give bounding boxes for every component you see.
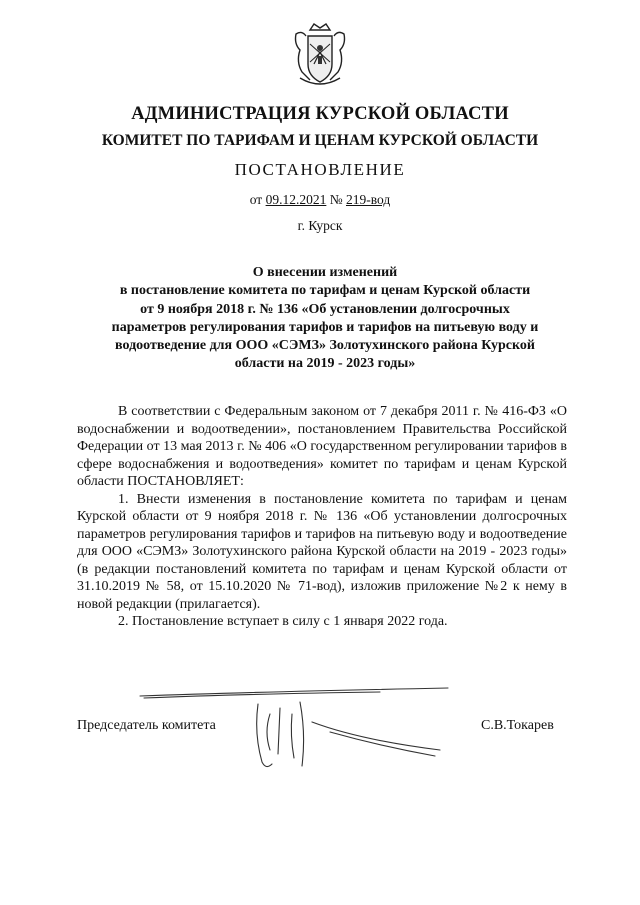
committee-title: КОМИТЕТ ПО ТАРИФАМ И ЦЕНАМ КУРСКОЙ ОБЛАСТИ xyxy=(101,132,539,149)
subject-line: параметров регулирования тарифов и тарифов на питьевую воду и xyxy=(111,319,539,335)
item-2-paragraph: 2. Постановление вступает в силу с 1 января 2022 года. xyxy=(118,614,448,629)
signatory-title: Председатель комитета xyxy=(77,718,216,733)
subject-line: О внесении изменений xyxy=(252,265,398,280)
subject-line: водоотведение для ООО «СЭМЗ» Золотухинского района Курской xyxy=(115,338,535,354)
date-line xyxy=(0,192,640,208)
document-date: 09.12.2021 xyxy=(265,192,327,207)
signatory-name: С.В.Токарев xyxy=(481,718,554,733)
coat-of-arms-icon xyxy=(288,20,352,92)
document-type: ПОСТАНОВЛЕНИЕ xyxy=(234,160,406,179)
preamble-paragraph: В соответствии с Федеральным законом от 7 декабря 2011 г. № 416-ФЗ «О водоснабжении и водоотведении», постановлением Правительства Российской Федерации от 13 мая 2013 г. № 406 «О государственном регулировании тарифов в сфере водоснабжения и водоотведения» комитет по тарифам и ценам Курской области ПОСТАНОВЛЯЕТ: xyxy=(77,404,567,489)
subject-line: в постановление комитета по тарифам и ценам Курской области xyxy=(119,283,531,299)
document-number: 219-вод xyxy=(345,192,391,207)
city: г. Курск xyxy=(297,218,343,233)
document-body xyxy=(77,403,567,631)
org-title: АДМИНИСТРАЦИЯ КУРСКОЙ ОБЛАСТИ xyxy=(131,104,509,124)
document-subject xyxy=(82,264,568,374)
subject-line: области на 2019 - 2023 годы» xyxy=(234,356,416,372)
item-1-paragraph: 1. Внести изменения в постановление комитета по тарифам и ценам Курской области от 9 ноября 2018 г. № 136 «Об установлении долгосрочных параметров регулирования тарифов и тарифов на питьевую воду и водоотведение для ООО «СЭМЗ» Золотухинского района Курской области на 2019 - 2023 годы» (в редакции постановлений комитета по тарифам и ценам Курской области от 31.10.2019 № 58, от 15.10.2020 № 71-вод), изложив приложение №2 к нему в новой редакции (прилагается). xyxy=(77,491,567,612)
subject-line: от 9 ноября 2018 г. № 136 «Об установлении долгосрочных xyxy=(140,301,510,317)
number-prefix: № xyxy=(329,192,343,207)
date-prefix: от xyxy=(249,192,263,207)
